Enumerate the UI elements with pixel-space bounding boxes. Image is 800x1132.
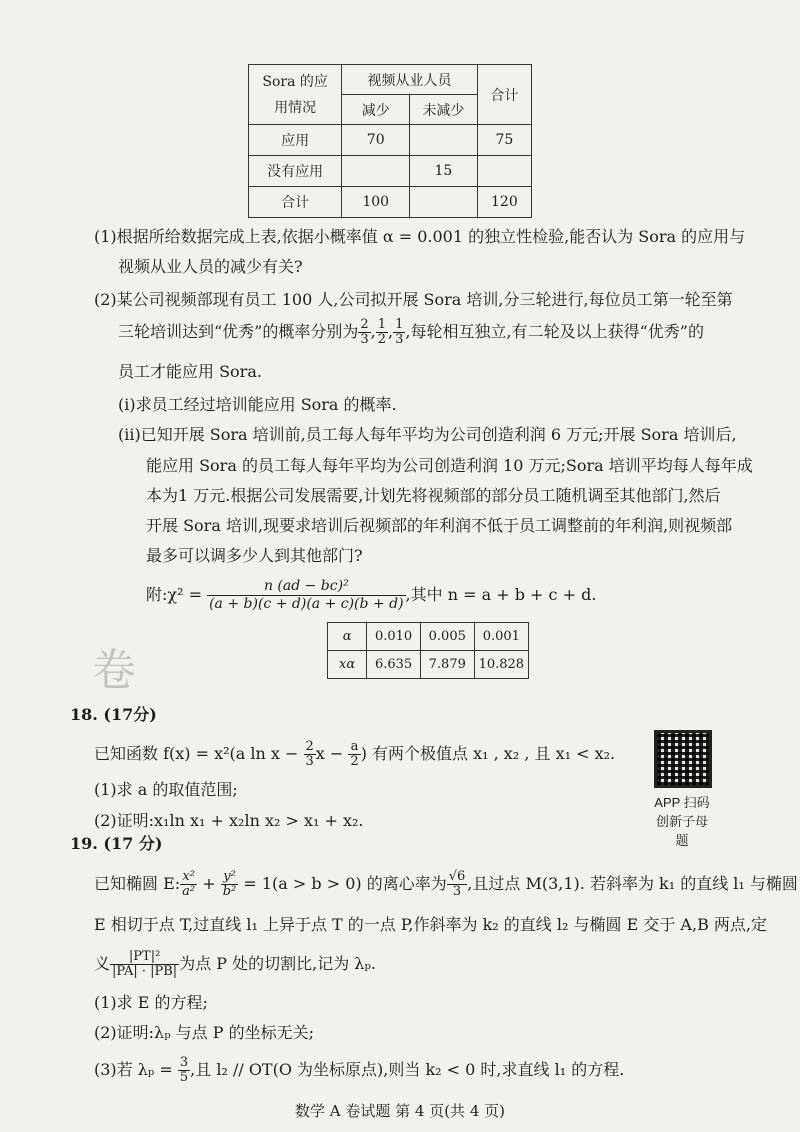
q19-part2: (2)证明:λₚ 与点 P 的坐标无关; [94, 1023, 315, 1042]
fraction: $\frac{1}{3}$ [395, 317, 404, 347]
qr-caption: APP 扫码 创新子母题 [654, 795, 710, 848]
q17-part1-line1: (1)根据所给数据完成上表,依据小概率值 α = 0.001 的独立性检验,能否认为 Sora 的应用与 [94, 227, 746, 246]
q18-heading: 18. (17分) [70, 705, 157, 724]
table-header-total: 合计 [477, 65, 531, 125]
fraction: $\frac{\text{x²}}{\text{a²}}$ [182, 869, 196, 899]
critical-value-table: α 0.010 0.005 0.001 xα 6.635 7.879 10.828 [327, 622, 529, 679]
table-header-group: 视频从业人员 [342, 65, 477, 95]
fraction: $\frac{\text{|PT|²}}{|PA| \cdot |PB|}$ [112, 949, 178, 979]
q18-part1: (1)求 a 的取值范围; [94, 780, 238, 799]
fraction: $\frac{2}{3}$ [360, 317, 369, 347]
q17-part2-line2: 三轮培训达到“优秀”的概率分别为 $\frac{2}{3}$ , $\frac{1}{2}$ , $\frac{1}{3}$ ,每轮相互独立,有二轮及以上获得“优秀”的 [118, 317, 704, 347]
q17-part2-ii-line5: 最多可以调多少人到其他部门? [146, 546, 363, 565]
q19-heading: 19. (17 分) [70, 834, 163, 853]
q17-part2-line1: (2)某公司视频部现有员工 100 人,公司拟开展 Sora 培训,分三轮进行,每位员工第一轮至第 [94, 290, 733, 309]
table-header-sora: Sora 的应 用情况 [249, 65, 342, 125]
table-row: 应用 70 75 [249, 125, 532, 156]
q18-part2: (2)证明:x₁ln x₁ + x₂ln x₂ > x₁ + x₂. [94, 811, 364, 830]
q19-line1: 已知椭圆 E: $\frac{\text{x²}}{\text{a²}}$ + $\frac{\text{y²}}{\text{b²}}$ = 1(a > b > 0) 的离心率为 $\frac{√6}{3}$ ,且过点 M(3,1). 若斜率为 k₁ 的直线 l₁ 与椭圆 [94, 869, 798, 899]
watermark-stamp: 卷 [92, 645, 140, 696]
q18-statement: 已知函数 f(x) = x²(a ln x − $\frac{2}{3}$ x − $\frac{a}{2}$ ) 有两个极值点 x₁ , x₂ , 且 x₁ < x₂. [94, 739, 616, 769]
table-header-decrease: 减少 [342, 95, 410, 125]
fraction: $\frac{√6}{3}$ [448, 869, 466, 899]
q17-part1-line2: 视频从业人员的减少有关? [118, 257, 303, 276]
q17-part2-ii-line4: 开展 Sora 培训,现要求培训后视频部的年利润不低于员工调整前的年利润,则视频部 [146, 516, 733, 535]
q17-part2-ii-line2: 能应用 Sora 的员工每人每年平均为公司创造利润 10 万元;Sora 培训平均每人每年成 [146, 456, 753, 475]
fraction: $\frac{2}{3}$ [305, 739, 314, 769]
qr-code[interactable] [654, 730, 712, 788]
fraction: $\frac{3}{5}$ [179, 1055, 189, 1085]
contingency-table [248, 64, 532, 218]
table-header-no-decrease: 未减少 [410, 95, 478, 125]
table-row: 没有应用 15 [249, 156, 532, 187]
page-footer: 数学 A 卷试题 第 4 页(共 4 页) [294, 1102, 505, 1120]
q17-part2-i: (i)求员工经过培训能应用 Sora 的概率. [118, 395, 397, 414]
fraction: $\frac{1}{2}$ [377, 317, 387, 347]
q17-part2-ii-line1: (ii)已知开展 Sora 培训前,员工每人每年平均为公司创造利润 6 万元;开展 Sora 培训后, [118, 425, 737, 444]
q19-line2: E 相切于点 T,过直线 l₁ 上异于点 T 的一点 P,作斜率为 k₂ 的直线 l₂ 与椭圆 E 交于 A,B 两点,定 [94, 915, 767, 934]
fraction: $\frac{a}{2}$ [350, 739, 359, 769]
q19-part3: (3)若 λₚ = $\frac{3}{5}$ ,且 l₂ // OT(O 为坐标原点),则当 k₂ < 0 时,求直线 l₁ 的方程. [94, 1055, 625, 1085]
q17-part2-line3: 员工才能应用 Sora. [118, 362, 262, 381]
q19-line3: 义 $\frac{\text{|PT|²}}{|PA| \cdot |PB|}$ 为点 P 处的切割比,记为 λₚ. [94, 949, 376, 979]
q17-part2-ii-line3: 本为1 万元.根据公司发展需要,计划先将视频部的部分员工随机调至其他部门,然后 [146, 486, 721, 505]
chi-square-fraction: $\frac{\text{n (ad − bc)²}}{(a + b)(c + d)(a + c)(b + d)}$ [209, 578, 404, 612]
table-row: 合计 100 120 [249, 187, 532, 218]
appendix-formula: 附:χ² = $\frac{\text{n (ad − bc)²}}{(a + b)(c + d)(a + c)(b + d)}$ ,其中 n = a + b + c + d. [146, 578, 597, 612]
q19-part1: (1)求 E 的方程; [94, 993, 208, 1012]
fraction: $\frac{\text{y²}}{\text{b²}}$ [222, 869, 237, 899]
